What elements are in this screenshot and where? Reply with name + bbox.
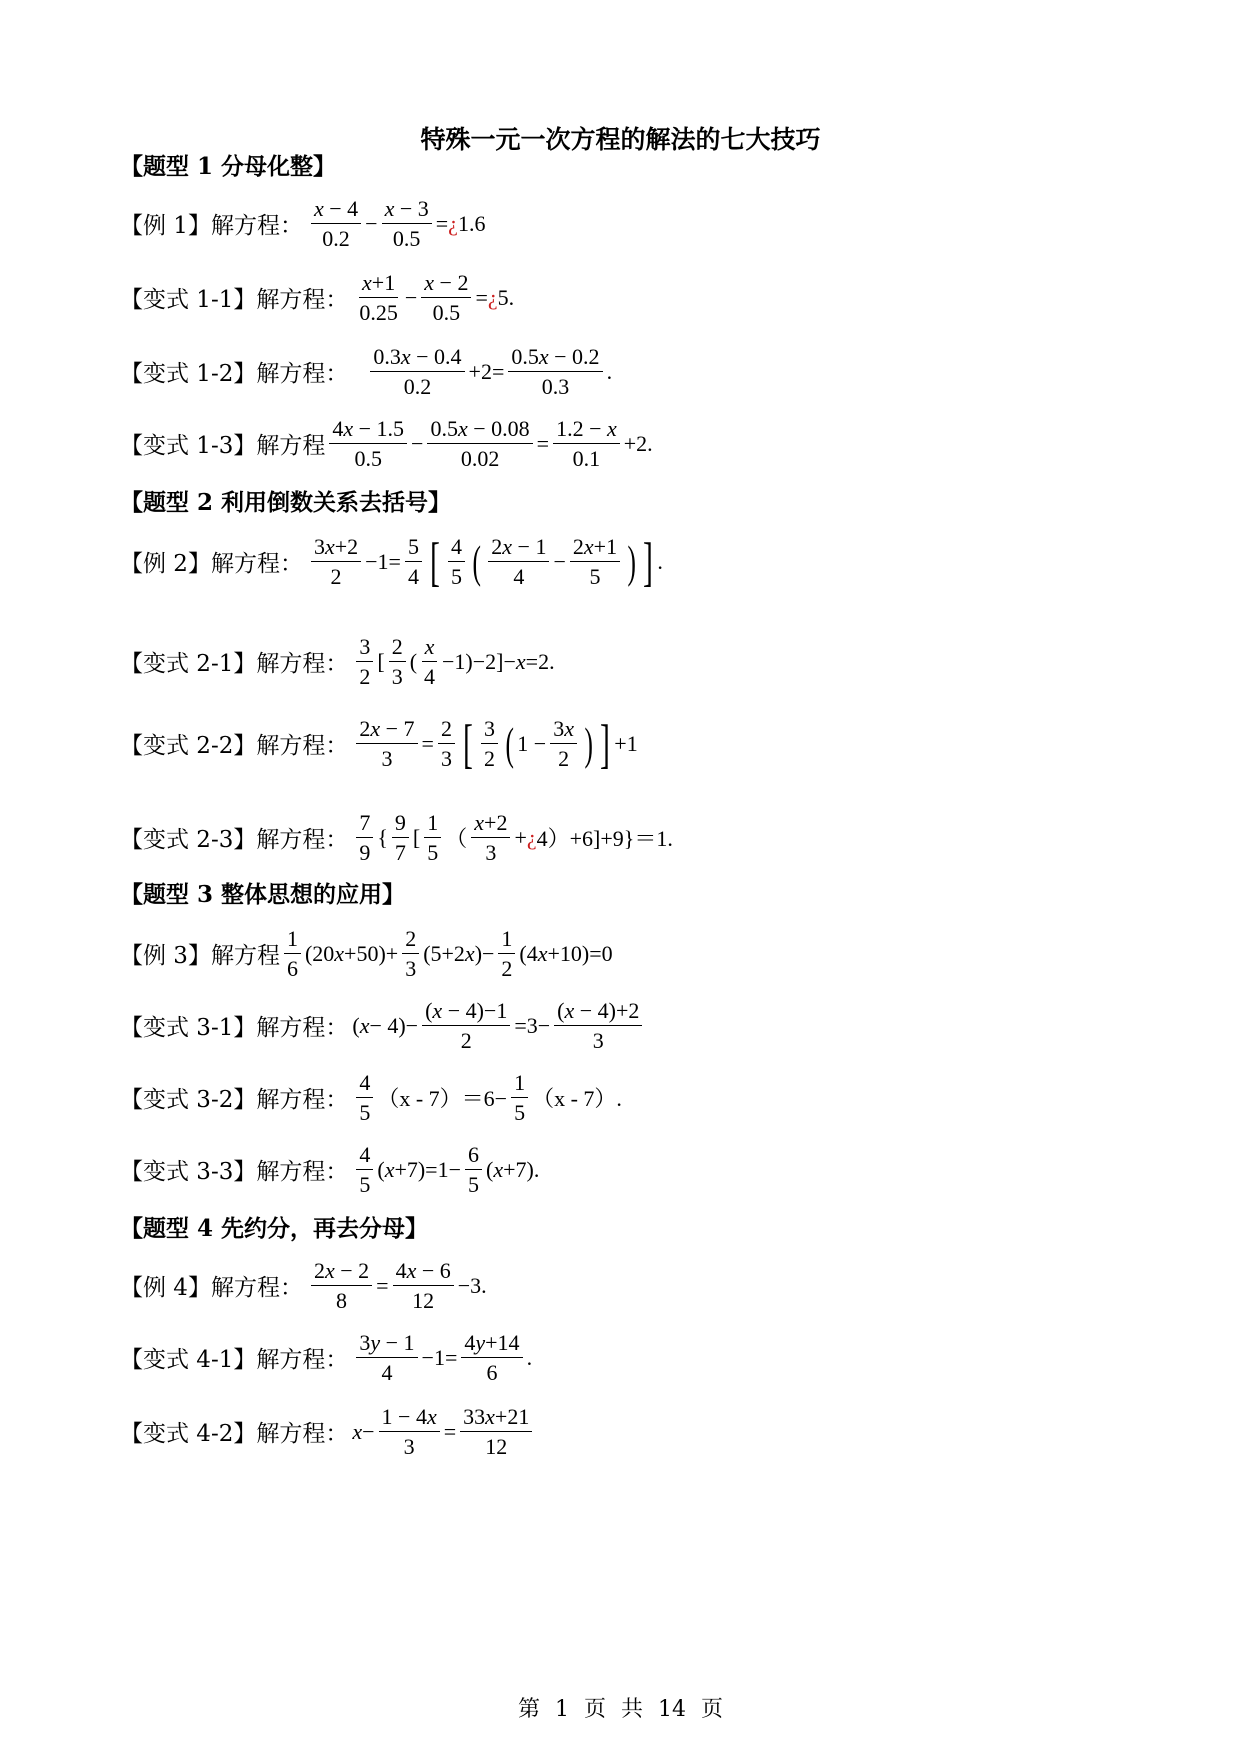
example-label: 【变式 1-3】解方程 (120, 433, 326, 460)
equation: $\frac{x - 4}{0.2}$ − $\frac{x - 3}{0.5}$ = ¿ 1.6 (307, 196, 485, 252)
equation: $\frac{3x+2}{2}$ −1= $\frac{5}{4}$ [ $\frac{4}{5}$ ( $\frac{2x - 1}{4}$ − $\frac{2x+1}{5}$ ) ] . (307, 534, 663, 590)
equation: $\frac{3}{2}$ [ $\frac{2}{3}$ ( $\frac{x}{4}$ −1)−2]− x =2. (352, 634, 554, 690)
example-label: 【变式 1-1】解方程： (120, 287, 349, 314)
equation: $\frac{x+1}{0.25}$ − $\frac{x - 2}{0.5}$ = ¿ 5. (359, 270, 515, 326)
section-heading-3: 【题型 3 整体思想的应用】 (120, 881, 406, 908)
page-footer: 第 1 页 共 14 页 (518, 1697, 723, 1722)
variant-2-1 (120, 634, 555, 690)
section-heading-2: 【题型 2 利用倒数关系去括号】 (120, 489, 452, 516)
section-heading-1: 【题型 1 分母化整】 (120, 153, 337, 180)
example-2 (120, 531, 663, 592)
equation: $\frac{2x - 2}{8}$ = $\frac{4x - 6}{12}$ −3. (307, 1258, 487, 1314)
example-label: 【变式 2-1】解方程： (120, 651, 349, 678)
equation: $\frac{4x - 1.5}{0.5}$ − $\frac{0.5x - 0.08}{0.02}$ = $\frac{1.2 - x}{0.1}$ +2. (325, 416, 652, 472)
variant-3-2 (120, 1070, 622, 1126)
equation: $\frac{3y - 1}{4}$ −1= $\frac{4y+14}{6}$ . (352, 1330, 532, 1386)
equation: $\frac{4}{5}$ ( x +7)=1− $\frac{6}{5}$ ( x +7). (352, 1142, 539, 1198)
example-label: 【例 4】解方程： (120, 1275, 303, 1302)
example-label: 【变式 3-3】解方程： (120, 1159, 349, 1186)
example-1 (120, 196, 485, 252)
equation: ( x − 4)− $\frac{(x - 4)-1}{2}$ =3− $\frac{(x - 4)+2}{3}$ (352, 998, 646, 1054)
page-title: 特殊一元一次方程的解法的七大技巧 (420, 125, 821, 154)
equation: x − $\frac{1 - 4x}{3}$ = $\frac{33x+21}{12}$ (352, 1404, 536, 1460)
example-label: 【例 1】解方程： (120, 213, 303, 240)
variant-1-1 (120, 270, 514, 326)
example-label: 【变式 4-1】解方程： (120, 1347, 349, 1374)
equation: $\frac{1}{6}$ (20 x +50)+ $\frac{2}{3}$ (5+2 x )− $\frac{1}{2}$ (4 x +10)=0 (280, 926, 613, 982)
variant-2-2 (120, 713, 638, 774)
variant-4-2 (120, 1404, 536, 1460)
example-label: 【变式 2-2】解方程： (120, 733, 349, 760)
example-label: 【变式 1-2】解方程： (120, 361, 349, 388)
example-label: 【变式 3-1】解方程： (120, 1015, 349, 1042)
variant-1-3 (120, 416, 653, 472)
equation: $\frac{0.3x - 0.4}{0.2}$ +2= $\frac{0.5x - 0.2}{0.3}$ . (366, 344, 612, 400)
example-label: 【变式 3-2】解方程： (120, 1087, 349, 1114)
equation: $\frac{4}{5}$ （x - 7）＝6− $\frac{1}{5}$ （x - 7）. (352, 1070, 622, 1126)
variant-4-1 (120, 1330, 532, 1386)
equation: $\frac{7}{9}$ { $\frac{9}{7}$ [ $\frac{1}{5}$ （ $\frac{x+2}{3}$ + ¿ 4）+6]+9}＝1. (352, 810, 672, 866)
example-label: 【变式 2-3】解方程： (120, 827, 349, 854)
example-label: 【变式 4-2】解方程： (120, 1421, 349, 1448)
variant-1-2 (120, 344, 612, 400)
example-3 (120, 926, 613, 982)
variant-3-1 (120, 998, 646, 1054)
example-label: 【例 2】解方程： (120, 551, 303, 578)
equation: $\frac{2x - 7}{3}$ = $\frac{2}{3}$ [ $\frac{3}{2}$ ( 1 − $\frac{3x}{2}$ ) ] +1 (352, 716, 637, 772)
variant-3-3 (120, 1142, 539, 1198)
section-heading-4: 【题型 4 先约分，再去分母】 (120, 1215, 429, 1242)
variant-2-3 (120, 810, 673, 866)
example-4 (120, 1258, 487, 1314)
example-label: 【例 3】解方程 (120, 943, 280, 970)
